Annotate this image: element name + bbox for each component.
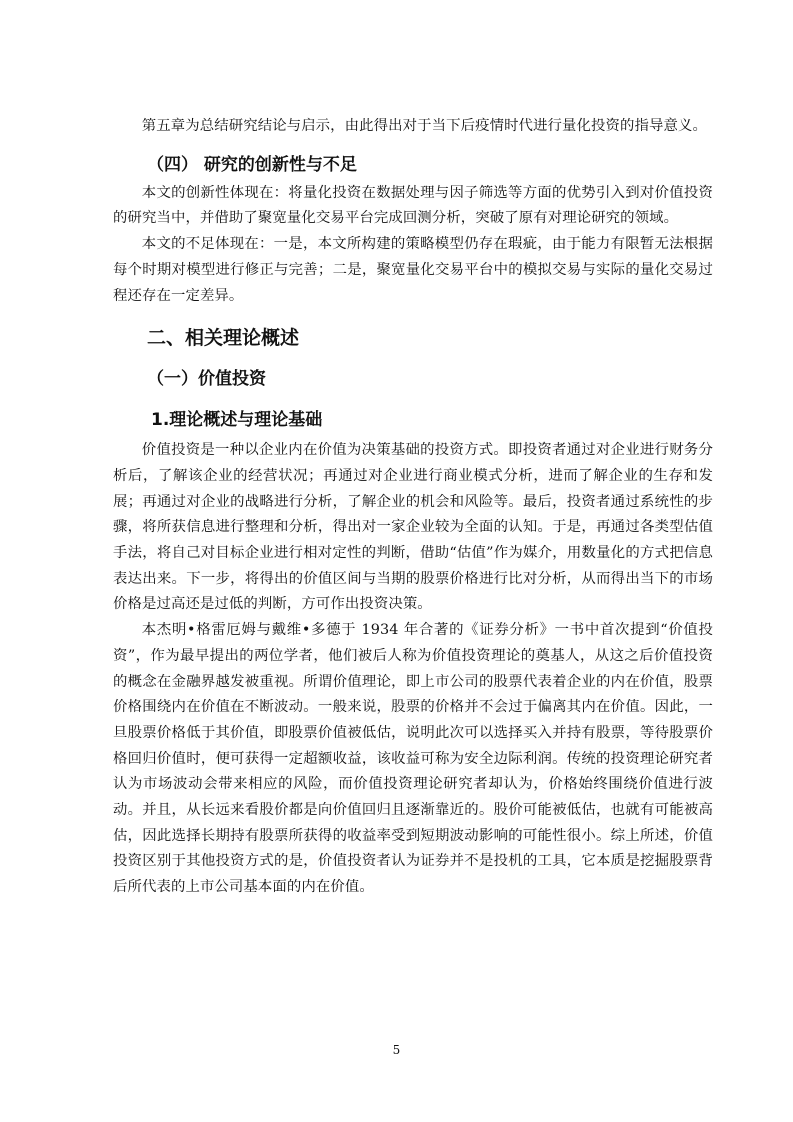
paragraph-graham-dodd: 本杰明•格雷厄姆与戴维•多德于 1934 年合著的《证券分析》一书中首次提到“价值投资”，作为最早提出的两位学者，他们被后人称为价值投资理论的奠基人，从这之后价值投资的概念在金融界越发被重视。所谓价值理论，即上市公司的股票代表着企业的内在价值，股票价格围绕内在价值在不断波动。一般来说，股票的价格并不会过于偏离其内在价值。因此，一旦股票价格低于其价值，即股票价值被低估，说明此次可以选择买入并持有股票，等待股票价格回归价值时，便可获得一定超额收益，该收益可称为安全边际利润。传统的投资理论研究者认为市场波动会带来相应的风险，而价值投资理论研究者却认为，价格始终围绕价值进行波动。并且，从长远来看股价都是向价值回归且逐渐靠近的。股价可能被低估，也就有可能被高估，因此选择长期持有股票所获得的收益率受到短期波动影响的可能性很小。综上所述，价值投资区别于其他投资方式的是，价值投资者认为证券并不是投机的工具，它本质是挖掘股票背后所代表的上市公司基本面的内在价值。: [113, 622, 713, 896]
heading-value-investing: （一）价值投资: [147, 369, 266, 390]
paragraph-value-investing-definition: 价值投资是一种以企业内在价值为决策基础的投资方式。即投资者通过对企业进行财务分析后，了解该企业的经营状况；再通过对企业进行商业模式分析，进而了解企业的生存和发展；再通过对企业的战略进行分析，了解企业的机会和风险等。最后，投资者通过系统性的步骤，将所获信息进行整理和分析，得出对一家企业较为全面的认知。于是，再通过各类型估值手法，将自己对目标企业进行相对定性的判断，借助“估值”作为媒介，用数量化的方式把信息表达出来。下一步，将得出的价值区间与当期的股票价格进行比对分析，从而得出当下的市场价格是过高还是过低的判断，方可作出投资决策。: [113, 442, 713, 613]
paragraph-innovation: 本文的创新性体现在：将量化投资在数据处理与因子筛选等方面的优势引入到对价值投资的研究当中，并借助了聚宽量化交易平台完成回测分析，突破了原有对理论研究的领域。: [113, 184, 713, 227]
paragraph-chapter5-summary: 第五章为总结研究结论与启示，由此得出对于当下后疫情时代进行量化投资的指导意义。: [141, 118, 707, 134]
heading-theory-overview: 1.理论概述与理论基础: [151, 410, 323, 431]
paragraph-limitations: 本文的不足体现在：一是，本文所构建的策略模型仍存在瑕疵，由于能力有限暂无法根据每个时期对模型进行修正与完善；二是，聚宽量化交易平台中的模拟交易与实际的量化交易过程还存在一定差异。: [113, 236, 713, 304]
page-number: 5: [392, 1043, 401, 1057]
heading-chapter-2: 二、相关理论概述: [147, 327, 300, 350]
heading-innovation-and-limitations: （四） 研究的创新性与不足: [147, 154, 357, 175]
page-body: [113, 114, 713, 901]
